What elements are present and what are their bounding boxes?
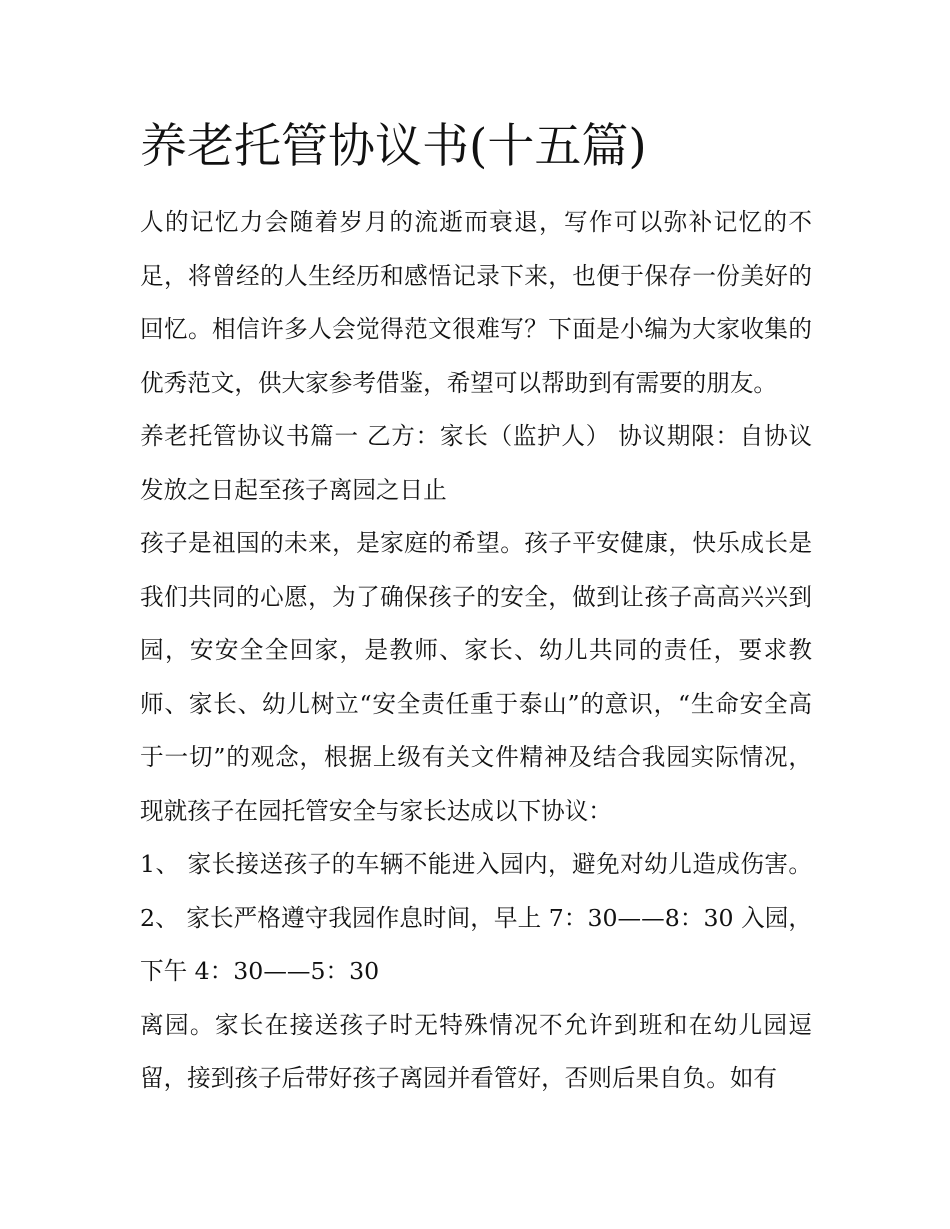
document-title: 养老托管协议书(十五篇) <box>140 119 647 174</box>
intro-paragraph: 人的记忆力会随着岁月的流逝而衰退，写作可以弥补记忆的不足，将曾经的人生经历和感悟记录下来，也便于保存一份美好的回忆。相信许多人会觉得范文很难写？下面是小编为大家收集的优秀范文，供大家参考借鉴，希望可以帮助到有需要的朋友。 <box>140 208 812 397</box>
clause-paragraph: 1、 家长接送孩子的车辆不能进入园内，避免对幼儿造成伤害。 2、 家长严格遵守我园作息时间，早上 7：30——8：30 入园，下午 4：30——5：30 <box>140 850 812 985</box>
agreement-preamble-paragraph: 孩子是祖国的未来，是家庭的希望。孩子平安健康，快乐成长是我们共同的心愿，为了确保孩子的安全，做到让孩子高高兴兴到园，安安全全回家，是教师、家长、幼儿共同的责任，要求教师、家长、幼儿树立“安全责任重于泰山”的意识，“生命安全高于一切”的观念，根据上级有关文件精神及结合我园实际情况，现就孩子在园托管安全与家长达成以下协议： <box>140 529 812 825</box>
agreement-parties-paragraph: 养老托管协议书篇一 乙方：家长（监护人） 协议期限：自协议发放之日起至孩子离园之日止 <box>140 422 812 504</box>
clause-continuation-paragraph: 离园。家长在接送孩子时无特殊情况不允许到班和在幼儿园逗留，接到孩子后带好孩子离园并看管好，否则后果自负。如有 <box>140 1010 812 1092</box>
document-body <box>140 196 812 1106</box>
